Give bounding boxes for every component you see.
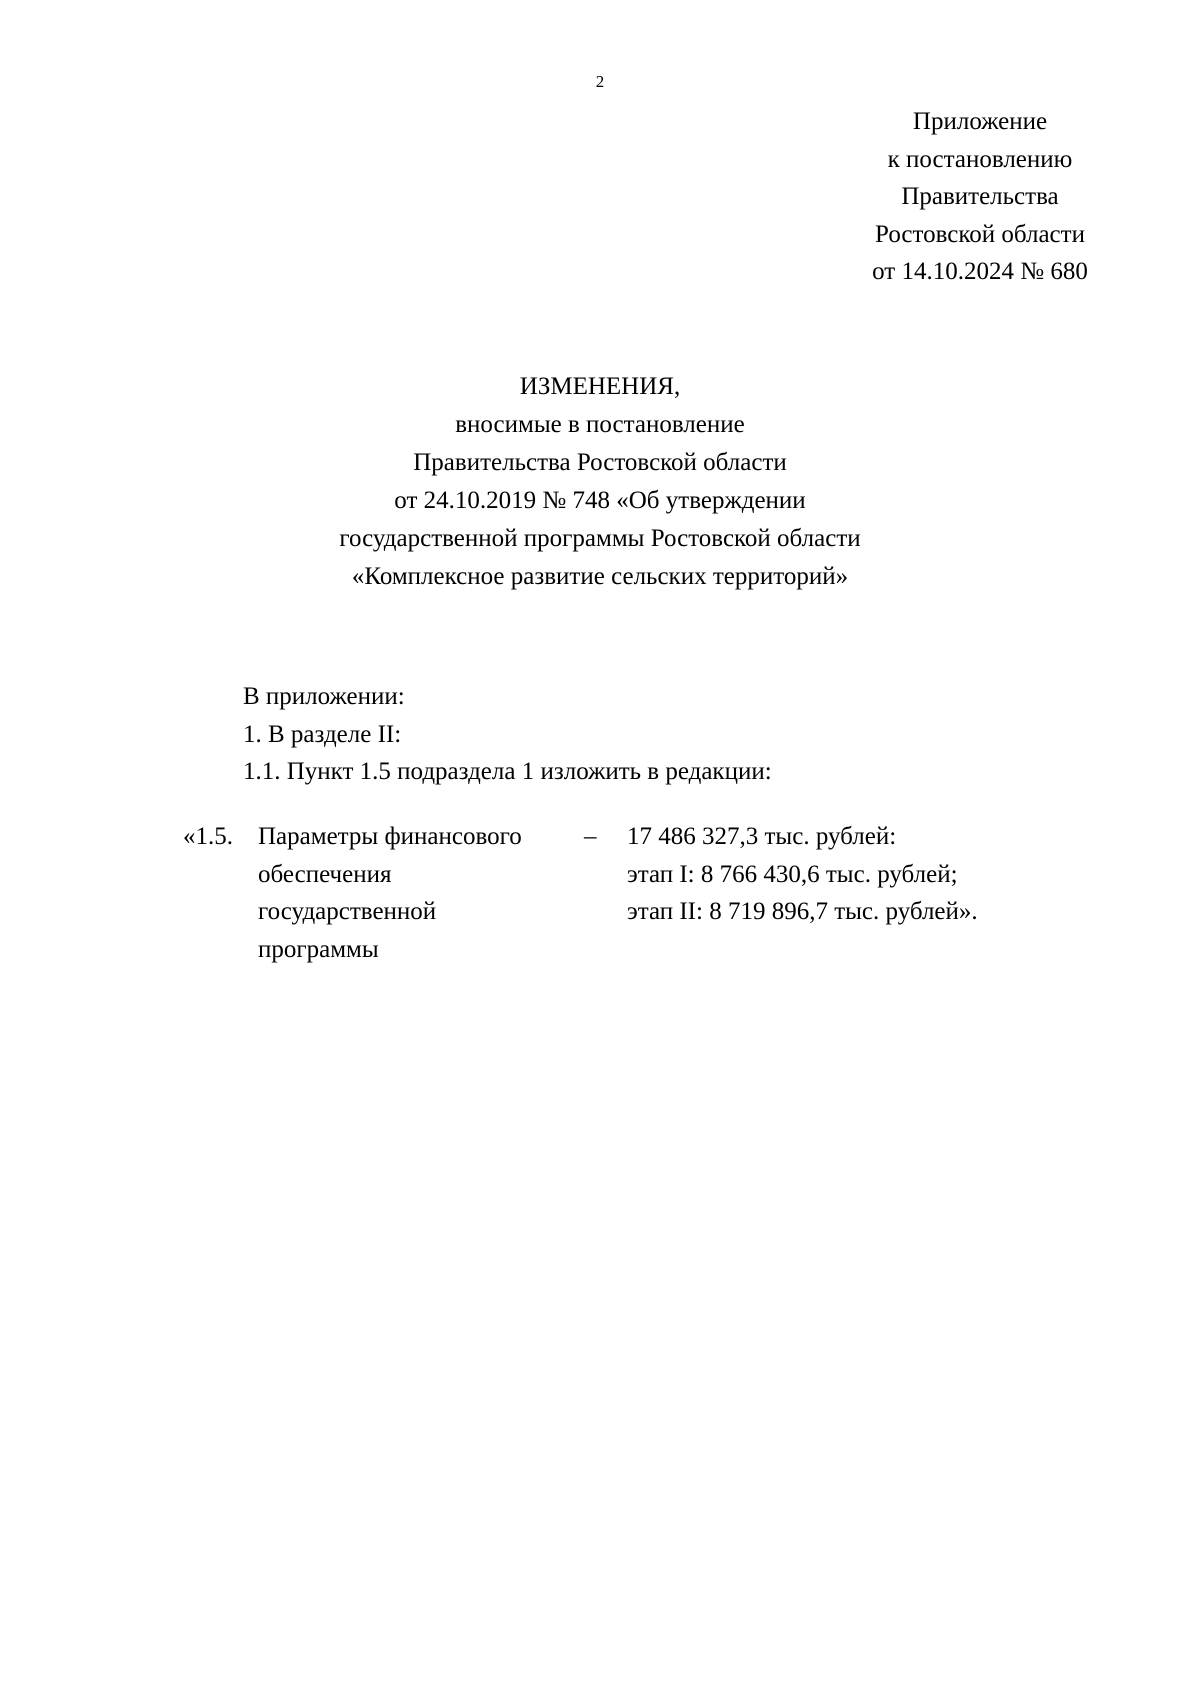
heading-line: Правительства Ростовской области xyxy=(413,449,787,476)
item-value-line: этап I: 8 766 430,6 тыс. рублей; xyxy=(627,860,958,888)
item-label xyxy=(258,818,568,968)
document-heading xyxy=(300,368,900,596)
item-label-line: государственной xyxy=(258,898,437,925)
appendix-block xyxy=(800,103,1160,291)
item-label-line: Параметры финансового xyxy=(258,823,522,850)
page-number: 2 xyxy=(595,72,605,91)
appendix-line: Правительства xyxy=(901,183,1059,210)
intro-line: В приложении: xyxy=(243,683,405,710)
item-values xyxy=(627,818,978,931)
item-value-line: 17 486 327,3 тыс. рублей: xyxy=(627,823,897,850)
heading-title: ИЗМЕНЕНИЯ, xyxy=(519,373,681,400)
appendix-line: Приложение xyxy=(912,108,1048,135)
item-value-line: этап II: 8 719 896,7 тыс. рублей». xyxy=(627,898,978,925)
item-label-line: программы xyxy=(258,935,379,963)
intro-line: 1. В разделе II: xyxy=(243,720,402,748)
intro-paragraphs xyxy=(243,678,772,791)
heading-line: вносимые в постановление xyxy=(455,411,745,438)
appendix-line: Ростовской области xyxy=(875,220,1085,248)
item-number: «1.5. xyxy=(183,823,233,850)
item-label-line: обеспечения xyxy=(258,860,392,888)
heading-line: от 24.10.2019 № 748 «Об утверждении xyxy=(394,487,806,514)
heading-line: «Комплексное развитие сельских территорий» xyxy=(351,563,849,590)
item-dash: – xyxy=(584,823,597,850)
heading-line: государственной программы Ростовской области xyxy=(339,525,861,552)
appendix-line: от 14.10.2024 № 680 xyxy=(872,258,1088,285)
intro-line: 1.1. Пункт 1.5 подраздела 1 изложить в редакции: xyxy=(243,758,772,785)
appendix-line: к постановлению xyxy=(887,145,1073,173)
